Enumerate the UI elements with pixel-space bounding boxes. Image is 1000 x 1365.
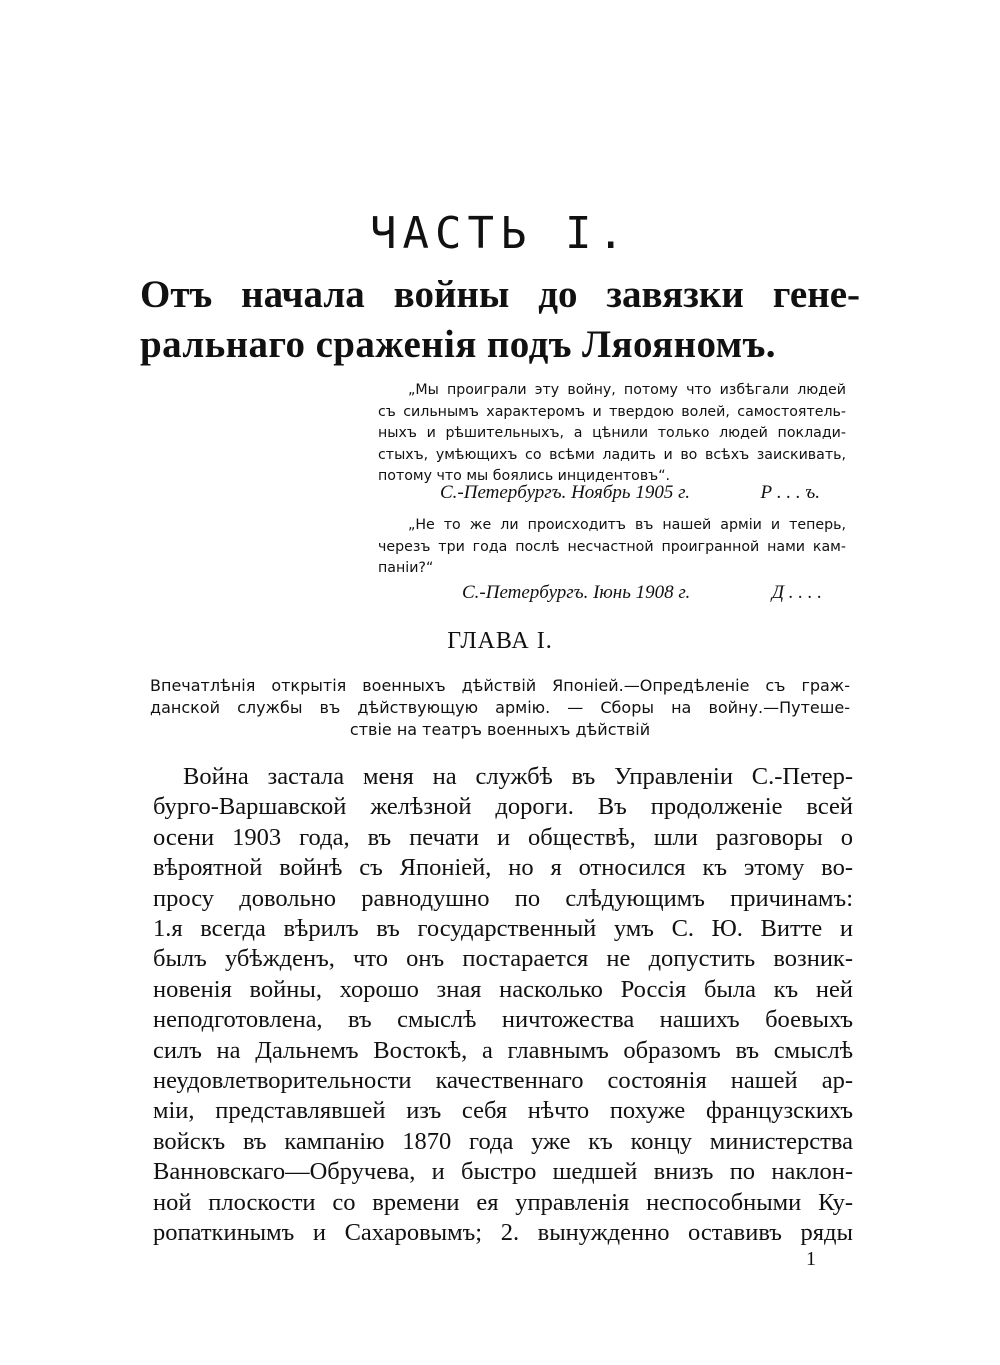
epigraph-line: черезъ три года послѣ несчастной проигранной нами кам- (378, 538, 846, 555)
body-text (153, 762, 853, 1249)
epigraph-line: съ сильнымъ характеромъ и твердою волей, самостоятель- (378, 403, 846, 420)
epigraph-line: „Не то же ли происходитъ въ нашей арміи и теперь, (408, 517, 846, 533)
chapter-heading: ГЛАВА I. (447, 628, 553, 654)
body-line: просу довольно равнодушно по слѣдующимъ причинамъ: (153, 884, 853, 912)
epigraph-place-date: С.-Петербургъ. Іюнь 1908 г. (462, 582, 691, 603)
body-line: Ванновскаго—Обручева, и быстро шедшей внизъ по наклон- (153, 1158, 853, 1186)
summary-line: Впечатлѣнія открытія военныхъ дѣйствій Японіей.—Опредѣленіе съ граж- (150, 676, 850, 695)
epigraph-1-signature (440, 478, 820, 508)
body-line: Война застала меня на службѣ въ Управленіи С.-Петер- (183, 763, 853, 790)
epigraph-line: „Мы проиграли эту войну, потому что избѣгали людей (408, 382, 846, 398)
body-line: былъ убѣжденъ, что онъ постарается не допустить возник- (153, 945, 853, 973)
epigraph-1 (378, 380, 846, 488)
chapter-summary (150, 675, 850, 741)
body-line: войскъ въ кампанію 1870 года уже къ концу министерства (153, 1127, 853, 1155)
body-line: вѣроятной войнѣ съ Японіей, но я относился къ этому во- (153, 854, 853, 882)
page-number: 1 (806, 1248, 816, 1270)
body-line: осени 1903 года, въ печати и обществѣ, шли разговоры о (153, 823, 853, 851)
body-line: ропаткинымъ и Сахаровымъ; 2. вынужденно оставивъ ряды (153, 1219, 853, 1247)
epigraph-2 (378, 515, 846, 580)
body-line: силъ на Дальнемъ Востокѣ, а главнымъ образомъ въ смыслѣ (153, 1036, 853, 1064)
page-title (140, 270, 860, 370)
body-line: неудовлетворительности качественнаго состоянія нашей ар- (153, 1067, 853, 1095)
summary-line: ствіе на театръ военныхъ дѣйствій (349, 720, 651, 739)
epigraph-place-date: С.-Петербургъ. Ноябрь 1905 г. (440, 482, 690, 503)
body-line: міи, представлявшей изъ себя нѣчто похуже французскихъ (153, 1097, 853, 1125)
epigraph-2-signature (462, 578, 822, 608)
body-line: бурго-Варшавской желѣзной дороги. Въ продолженіе всей (153, 793, 853, 821)
body-line: неподготовлена, въ смыслѣ ничтожества нашихъ боевыхъ (153, 1006, 853, 1034)
summary-line: данской службы въ дѣйствующую армію. — Сборы на войну.—Путеше- (150, 698, 850, 717)
epigraph-line: ныхъ и рѣшительныхъ, а цѣнили только людей поклади- (378, 425, 846, 441)
title-line: Отъ начала войны до завязки гене- (140, 273, 860, 316)
title-line: ральнаго сраженія подъ Ляояномъ. (140, 323, 776, 366)
epigraph-line: стыхъ, умѣющихъ со всѣми ладить и во всѣхъ заискивать, (378, 446, 846, 463)
part-heading: ЧАСТЬ I. (370, 208, 630, 259)
epigraph-line: паніи?“ (378, 560, 434, 576)
epigraph-line: потому что мы боялись инцидентовъ“. (378, 468, 671, 484)
epigraph-author: Р . . . ъ. (760, 482, 820, 503)
body-line: 1.я всегда вѣрилъ въ государственный умъ С. Ю. Витте и (153, 915, 853, 943)
body-line: ной плоскости со времени ея управленія неспособными Ку- (153, 1188, 853, 1216)
body-line: новенія войны, хорошо зная насколько Россія была къ ней (153, 975, 853, 1003)
epigraph-author: Д . . . . (771, 582, 822, 603)
